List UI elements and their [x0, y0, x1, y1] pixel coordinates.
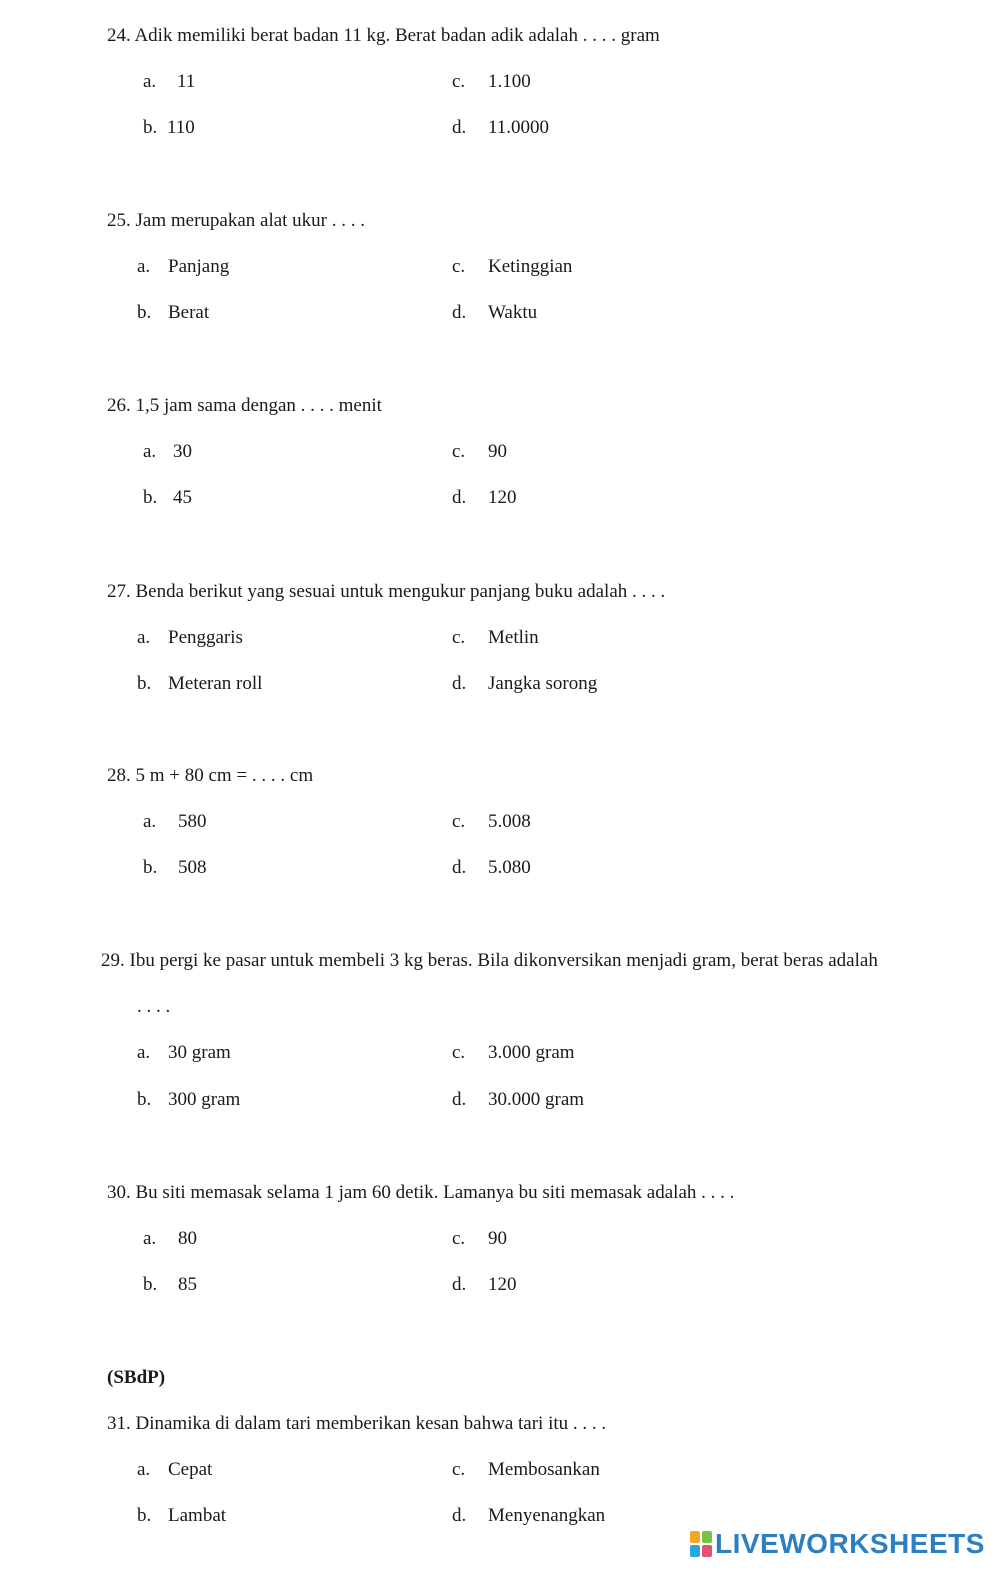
- option-value: 90: [488, 441, 507, 462]
- question-24-text: 24. Adik memiliki berat badan 11 kg. Berat badan adik adalah . . . . gram: [107, 25, 660, 46]
- section-title: (SBdP): [107, 1367, 166, 1388]
- question-26-option-b[interactable]: [143, 486, 192, 510]
- question-27-option-c[interactable]: [452, 626, 539, 650]
- option-value: 30: [173, 441, 192, 462]
- option-letter: d.: [452, 857, 467, 878]
- option-letter: c.: [452, 441, 466, 462]
- question-30-option-b[interactable]: [143, 1273, 197, 1297]
- option-value: Ketinggian: [488, 256, 573, 277]
- option-letter: c.: [452, 627, 466, 648]
- option-letter: b.: [143, 857, 158, 878]
- option-letter: c.: [452, 1459, 466, 1480]
- question-29-option-b[interactable]: [137, 1088, 240, 1112]
- question-24-option-b[interactable]: [143, 116, 195, 140]
- question-26-option-a[interactable]: [143, 440, 192, 464]
- question-24-option-d[interactable]: [452, 116, 549, 140]
- option-letter: c.: [452, 256, 466, 277]
- question-28-option-d[interactable]: [452, 856, 531, 880]
- option-value: 11.0000: [488, 117, 550, 138]
- option-letter: d.: [452, 487, 467, 508]
- option-value: Penggaris: [168, 627, 243, 648]
- option-letter: b.: [143, 487, 158, 508]
- option-value: 30 gram: [168, 1042, 231, 1063]
- option-value: Cepat: [168, 1459, 213, 1480]
- option-letter: d.: [452, 1274, 467, 1295]
- option-value: 1.100: [488, 71, 531, 92]
- option-letter: d.: [452, 117, 467, 138]
- question-30-option-a[interactable]: [143, 1227, 197, 1251]
- question-31-option-c[interactable]: [452, 1458, 600, 1482]
- option-value: Meteran roll: [168, 673, 263, 694]
- question-28-option-a[interactable]: [143, 810, 207, 834]
- question-25-text: 25. Jam merupakan alat ukur . . . .: [107, 210, 366, 231]
- question-27-text: 27. Benda berikut yang sesuai untuk mengukur panjang buku adalah . . . .: [107, 581, 666, 602]
- option-letter: d.: [452, 1505, 467, 1526]
- option-value: Membosankan: [488, 1459, 600, 1480]
- question-30-option-d[interactable]: [452, 1273, 517, 1297]
- option-value: Menyenangkan: [488, 1505, 606, 1526]
- question-25-option-b[interactable]: [137, 301, 209, 325]
- question-24-option-a[interactable]: [143, 70, 195, 94]
- option-letter: d.: [452, 673, 467, 694]
- question-25-option-a[interactable]: [137, 255, 229, 279]
- option-value: 85: [178, 1274, 197, 1295]
- option-value: 300 gram: [168, 1089, 241, 1110]
- question-31-option-d[interactable]: [452, 1504, 605, 1528]
- question-28-text: 28. 5 m + 80 cm = . . . . cm: [107, 765, 314, 786]
- option-letter: c.: [452, 71, 466, 92]
- question-29-option-d[interactable]: [452, 1088, 584, 1112]
- option-letter: b.: [137, 1089, 152, 1110]
- option-letter: b.: [137, 1505, 152, 1526]
- question-31-option-b[interactable]: [137, 1504, 226, 1528]
- question-29-option-a[interactable]: [137, 1041, 231, 1065]
- question-27-option-b[interactable]: [137, 672, 262, 696]
- option-letter: a.: [143, 441, 157, 462]
- question-25-option-d[interactable]: [452, 301, 537, 325]
- option-letter: c.: [452, 1042, 466, 1063]
- question-25-option-c[interactable]: [452, 255, 572, 279]
- option-letter: b.: [143, 117, 158, 138]
- option-letter: d.: [452, 1089, 467, 1110]
- logo-text: LIVEWORKSHEETS: [715, 1528, 985, 1559]
- option-value: 120: [488, 487, 517, 508]
- question-26-text: 26. 1,5 jam sama dengan . . . . menit: [107, 395, 382, 416]
- question-30-option-c[interactable]: [452, 1227, 507, 1251]
- option-value: 120: [488, 1274, 517, 1295]
- logo-grid-icon: [690, 1531, 712, 1557]
- option-letter: a.: [137, 256, 151, 277]
- option-letter: d.: [452, 302, 467, 323]
- question-28-option-c[interactable]: [452, 810, 531, 834]
- question-30-text: 30. Bu siti memasak selama 1 jam 60 detik. Lamanya bu siti memasak adalah . . . .: [107, 1182, 735, 1203]
- question-26-option-c[interactable]: [452, 440, 507, 464]
- option-value: Waktu: [488, 302, 538, 323]
- question-26-option-d[interactable]: [452, 486, 517, 510]
- option-letter: c.: [452, 811, 466, 832]
- option-value: 5.008: [488, 811, 531, 832]
- option-value: 11: [177, 71, 196, 92]
- option-value: 30.000 gram: [488, 1089, 585, 1110]
- question-27-option-d[interactable]: [452, 672, 597, 696]
- question-24-option-c[interactable]: [452, 70, 531, 94]
- option-value: 580: [178, 811, 207, 832]
- option-value: Jangka sorong: [488, 673, 598, 694]
- option-letter: a.: [137, 627, 151, 648]
- option-value: 508: [178, 857, 207, 878]
- question-29-option-c[interactable]: [452, 1041, 575, 1065]
- option-letter: a.: [143, 71, 157, 92]
- question-31-text: 31. Dinamika di dalam tari memberikan kesan bahwa tari itu . . . .: [107, 1413, 607, 1434]
- option-letter: a.: [143, 1228, 157, 1249]
- option-value: Lambat: [168, 1505, 227, 1526]
- option-value: 3.000 gram: [488, 1042, 575, 1063]
- option-letter: b.: [143, 1274, 158, 1295]
- question-28-option-b[interactable]: [143, 856, 207, 880]
- option-value: Berat: [168, 302, 210, 323]
- question-29-text: 29. Ibu pergi ke pasar untuk membeli 3 kg beras. Bila dikonversikan menjadi gram, berat beras adalah: [101, 950, 878, 971]
- option-letter: a.: [137, 1042, 151, 1063]
- option-value: 45: [173, 487, 192, 508]
- option-letter: c.: [452, 1228, 466, 1249]
- option-value: 110: [167, 117, 195, 138]
- question-31-option-a[interactable]: [137, 1458, 212, 1482]
- liveworksheets-logo: [690, 1528, 985, 1560]
- option-letter: b.: [137, 673, 152, 694]
- option-letter: b.: [137, 302, 152, 323]
- option-value: 80: [178, 1228, 197, 1249]
- option-value: Metlin: [488, 627, 539, 648]
- option-value: Panjang: [168, 256, 230, 277]
- option-value: 90: [488, 1228, 507, 1249]
- question-29-continuation: . . . .: [137, 996, 171, 1017]
- option-letter: a.: [143, 811, 157, 832]
- option-letter: a.: [137, 1459, 151, 1480]
- option-value: 5.080: [488, 857, 531, 878]
- question-27-option-a[interactable]: [137, 626, 243, 650]
